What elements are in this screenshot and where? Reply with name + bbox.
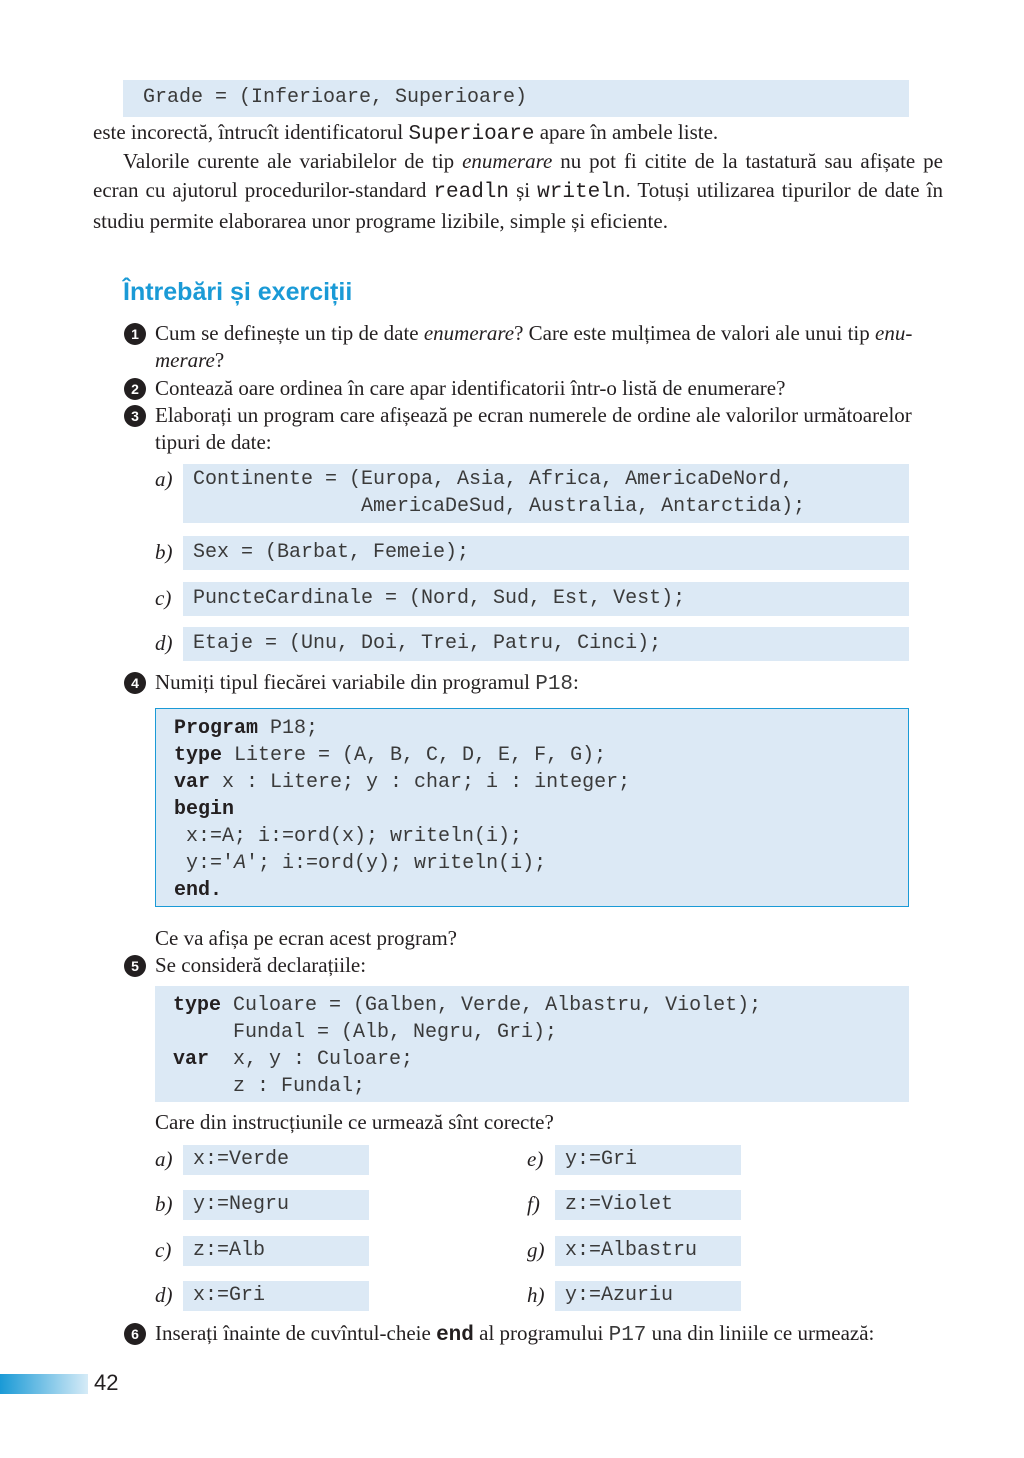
question-1: Cum se definește un tip de date enumerare? Care este mulțimea de valori ale unui tip enu- merare?	[155, 321, 913, 372]
inline-code-p17: P17	[608, 1324, 647, 1347]
option-label: a)	[155, 467, 173, 491]
question-number-4: 4	[124, 672, 146, 694]
footer-accent-bar	[0, 1374, 88, 1394]
inline-code: Superioare	[408, 123, 535, 146]
option-label: g)	[527, 1238, 545, 1262]
inline-keyword-end: end	[436, 1324, 474, 1347]
option-label: d)	[155, 1283, 173, 1307]
option-code: y:=Negru	[183, 1190, 369, 1220]
option-code: z:=Alb	[183, 1236, 369, 1266]
question-number-3: 3	[124, 405, 146, 427]
declarations-block: type Culoare = (Galben, Verde, Albastru, Violet); Fundal = (Alb, Negru, Gri); var x, y : Culoare; z : Fundal;	[155, 986, 909, 1102]
option-label: c)	[155, 1238, 172, 1262]
code-puncte-cardinale: PuncteCardinale = (Nord, Sud, Est, Vest);	[183, 582, 909, 616]
question-6: Inserați înainte de cuvîntul-cheie end al programului P17 una din liniile ce urmează:	[155, 1321, 875, 1347]
question-2: Contează oare ordinea în care apar identificatorii într-o listă de enumerare?	[155, 376, 786, 400]
question-number-6: 6	[124, 1323, 146, 1345]
question-number-1: 1	[124, 323, 146, 345]
program-p18: Program P18; type Litere = (A, B, C, D, E, F, G); var x : Litere; y : char; i : integer; begin x:=A; i:=ord(x); writeln(i); y:='A'; i:=ord(y); writeln(i); end.	[155, 708, 909, 907]
question-5-followup: Care din instrucțiunile ce urmează sînt corecte?	[155, 1110, 554, 1134]
option-label: d)	[155, 631, 173, 655]
question-number-5: 5	[124, 955, 146, 977]
option-label: f)	[527, 1192, 540, 1216]
question-5: Se consideră declarațiile:	[155, 953, 367, 977]
option-code: y:=Azuriu	[555, 1281, 741, 1311]
option-code: x:=Verde	[183, 1145, 369, 1175]
code-sex: Sex = (Barbat, Femeie);	[183, 536, 909, 570]
inline-code-readln: readln	[433, 181, 510, 204]
page-number: 42	[94, 1370, 119, 1395]
option-code: z:=Violet	[555, 1190, 741, 1220]
inline-code-writeln: writeln	[537, 181, 626, 204]
option-label: c)	[155, 586, 172, 610]
option-label: e)	[527, 1147, 544, 1171]
question-4: Numiți tipul fiecărei variabile din programul P18:	[155, 670, 579, 696]
option-code: x:=Albastru	[555, 1236, 741, 1266]
inline-code-p18: P18	[535, 673, 574, 696]
option-code: x:=Gri	[183, 1281, 369, 1311]
option-label: h)	[527, 1283, 545, 1307]
code-etaje: Etaje = (Unu, Doi, Trei, Patru, Cinci);	[183, 627, 909, 661]
code-grade: Grade = (Inferioare, Superioare)	[123, 80, 909, 117]
paragraph-values: Valorile curente ale variabilelor de tip enumerare nu pot fi citite de la tastatură sau afișate pe ecran cu ajutorul procedurilor-standard readln și writeln. Totuși utilizarea tipurilor de date în studiu permite elaborarea unor programe lizibile, simple și eficiente.	[93, 149, 943, 233]
question-3: Elaborați un program care afișează pe ecran numerele de ordine ale valorilor următoarelor tipuri de date:	[155, 403, 912, 454]
question-number-2: 2	[124, 378, 146, 400]
option-label: a)	[155, 1147, 173, 1171]
option-label: b)	[155, 540, 173, 564]
option-label: b)	[155, 1192, 173, 1216]
section-heading: Întrebări și exerciții	[123, 278, 353, 306]
code-continente: Continente = (Europa, Asia, Africa, AmericaDeNord, AmericaDeSud, Australia, Antarctida);	[183, 464, 909, 523]
question-4-followup: Ce va afișa pe ecran acest program?	[155, 926, 457, 950]
option-code: y:=Gri	[555, 1145, 741, 1175]
paragraph-incorrect: este incorectă, întrucît identificatorul Superioare apare în ambele liste.	[93, 120, 719, 146]
